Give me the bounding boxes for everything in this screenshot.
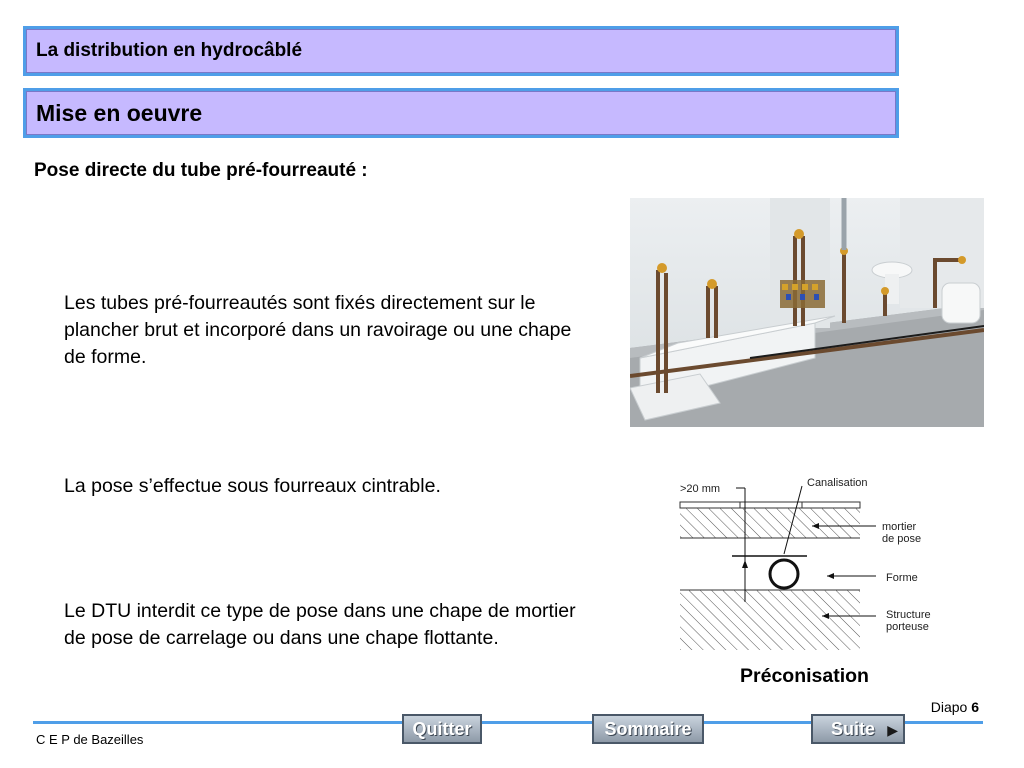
slide-title: La distribution en hydrocâblé bbox=[26, 29, 896, 73]
paragraph-sleeve: La pose s’effectue sous fourreaux cintrable. bbox=[64, 475, 441, 497]
section-title-box bbox=[23, 88, 899, 138]
label-forme: Forme bbox=[886, 572, 918, 584]
section-title: Mise en oeuvre bbox=[26, 91, 896, 135]
summary-button[interactable] bbox=[592, 714, 704, 744]
label-porteuse: porteuse bbox=[886, 621, 929, 633]
plumbing-installation-illustration bbox=[630, 198, 984, 427]
floor-section-diagram bbox=[672, 472, 942, 654]
triangle-right-icon: ▶ bbox=[887, 722, 898, 738]
quit-button-label: Quitter bbox=[412, 718, 472, 739]
paragraph-dtu: Le DTU interdit ce type de pose dans une chape de mortier de pose de carrelage ou dans une chape flottante. bbox=[64, 600, 576, 649]
label-canalisation: Canalisation bbox=[807, 477, 868, 489]
label-mortier: mortier bbox=[882, 521, 917, 533]
next-button[interactable] bbox=[811, 714, 905, 744]
slide-number bbox=[931, 699, 979, 715]
next-button-label: Suite bbox=[831, 718, 876, 739]
dimension-label: >20 mm bbox=[680, 483, 721, 495]
slide-label: Diapo bbox=[930, 699, 968, 715]
paragraph-fixing: Les tubes pré-fourreautés sont fixés directement sur le plancher brut et incorporé dans un ravoirage ou une chape de forme. bbox=[64, 292, 572, 368]
footer-organization: C E P de Bazeilles bbox=[36, 732, 144, 747]
diagram-caption: Préconisation bbox=[740, 665, 869, 687]
summary-button-label: Sommaire bbox=[604, 718, 692, 739]
quit-button[interactable] bbox=[402, 714, 482, 744]
slide-number-value: 6 bbox=[971, 699, 979, 715]
label-de-pose: de pose bbox=[882, 533, 922, 545]
subheading: Pose directe du tube pré-fourreauté : bbox=[34, 160, 368, 181]
slide-title-box bbox=[23, 26, 899, 76]
label-structure: Structure bbox=[886, 609, 931, 621]
